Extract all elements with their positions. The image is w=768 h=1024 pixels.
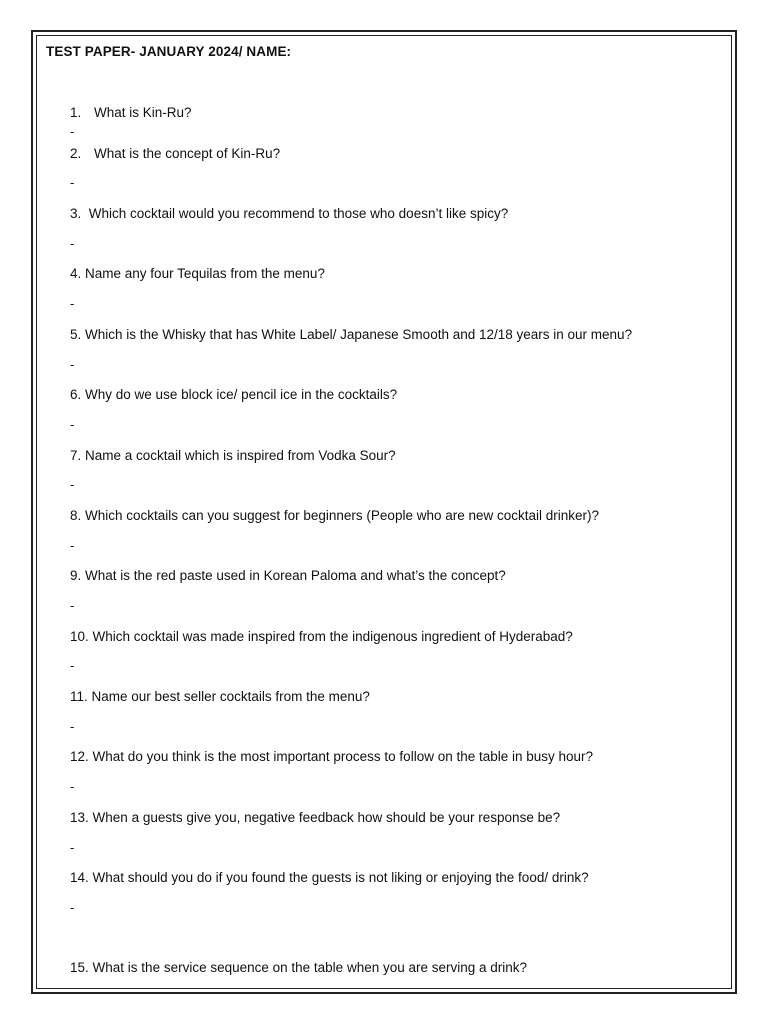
question-6 xyxy=(70,387,397,402)
answer-line-2: - xyxy=(70,175,75,190)
question-7 xyxy=(70,448,396,463)
question-number: 3. xyxy=(70,206,82,221)
question-number: 2. xyxy=(70,146,82,161)
question-number: 15. xyxy=(70,960,89,975)
question-number: 12. xyxy=(70,749,89,764)
question-number: 10. xyxy=(70,629,89,644)
answer-line-5: - xyxy=(70,357,75,372)
question-4 xyxy=(70,266,325,281)
answer-line-11: - xyxy=(70,719,75,734)
question-10 xyxy=(70,629,573,644)
question-number: 6. xyxy=(70,387,82,402)
question-text: Which cocktails can you suggest for beginners (People who are new cocktail drinker)? xyxy=(85,508,600,523)
answer-line-6: - xyxy=(70,417,75,432)
question-number: 9. xyxy=(70,568,82,583)
question-text: What should you do if you found the guests is not liking or enjoying the food/ drink? xyxy=(92,870,589,885)
question-number: 11. xyxy=(70,689,88,704)
question-number: 14. xyxy=(70,870,89,885)
answer-line-3: - xyxy=(70,236,75,251)
question-8 xyxy=(70,508,599,523)
answer-line-9: - xyxy=(70,598,75,613)
question-13 xyxy=(70,810,560,825)
question-text: What is the concept of Kin-Ru? xyxy=(94,146,281,161)
question-text: Name our best seller cocktails from the menu? xyxy=(91,689,370,704)
question-5 xyxy=(70,327,632,342)
answer-line-13: - xyxy=(70,840,75,855)
question-11 xyxy=(70,689,370,704)
question-text: Which cocktail was made inspired from the indigenous ingredient of Hyderabad? xyxy=(92,629,573,644)
question-number: 7. xyxy=(70,448,82,463)
answer-line-4: - xyxy=(70,296,75,311)
answer-line-7: - xyxy=(70,477,75,492)
question-text: Name any four Tequilas from the menu? xyxy=(85,266,325,281)
question-15 xyxy=(70,960,527,975)
question-text: Why do we use block ice/ pencil ice in the cocktails? xyxy=(85,387,398,402)
question-text: What is Kin-Ru? xyxy=(94,105,192,120)
question-text: Which is the Whisky that has White Label/ Japanese Smooth and 12/18 years in our menu? xyxy=(85,327,633,342)
question-12 xyxy=(70,749,593,764)
question-text: What is the service sequence on the table when you are serving a drink? xyxy=(92,960,528,975)
question-text: What do you think is the most important process to follow on the table in busy hour? xyxy=(92,749,594,764)
question-number: 4. xyxy=(70,266,82,281)
question-9 xyxy=(70,568,506,583)
question-number: 5. xyxy=(70,327,82,342)
question-1 xyxy=(70,105,192,120)
question-text: When a guests give you, negative feedback how should be your response be? xyxy=(92,810,561,825)
question-3 xyxy=(70,206,508,221)
question-14 xyxy=(70,870,589,885)
question-text: Which cocktail would you recommend to those who doesn’t like spicy? xyxy=(88,206,509,221)
question-text: Name a cocktail which is inspired from Vodka Sour? xyxy=(85,448,396,463)
question-text: What is the red paste used in Korean Paloma and what’s the concept? xyxy=(85,568,506,583)
question-2 xyxy=(70,146,280,161)
answer-line-12: - xyxy=(70,779,75,794)
answer-line-1: - xyxy=(70,124,75,139)
paper-title: TEST PAPER- JANUARY 2024/ NAME: xyxy=(46,44,292,59)
question-number: 13. xyxy=(70,810,89,825)
answer-line-10: - xyxy=(70,658,75,673)
question-number: 8. xyxy=(70,508,82,523)
question-number: 1. xyxy=(70,105,82,120)
answer-line-14: - xyxy=(70,900,75,915)
answer-line-8: - xyxy=(70,538,75,553)
